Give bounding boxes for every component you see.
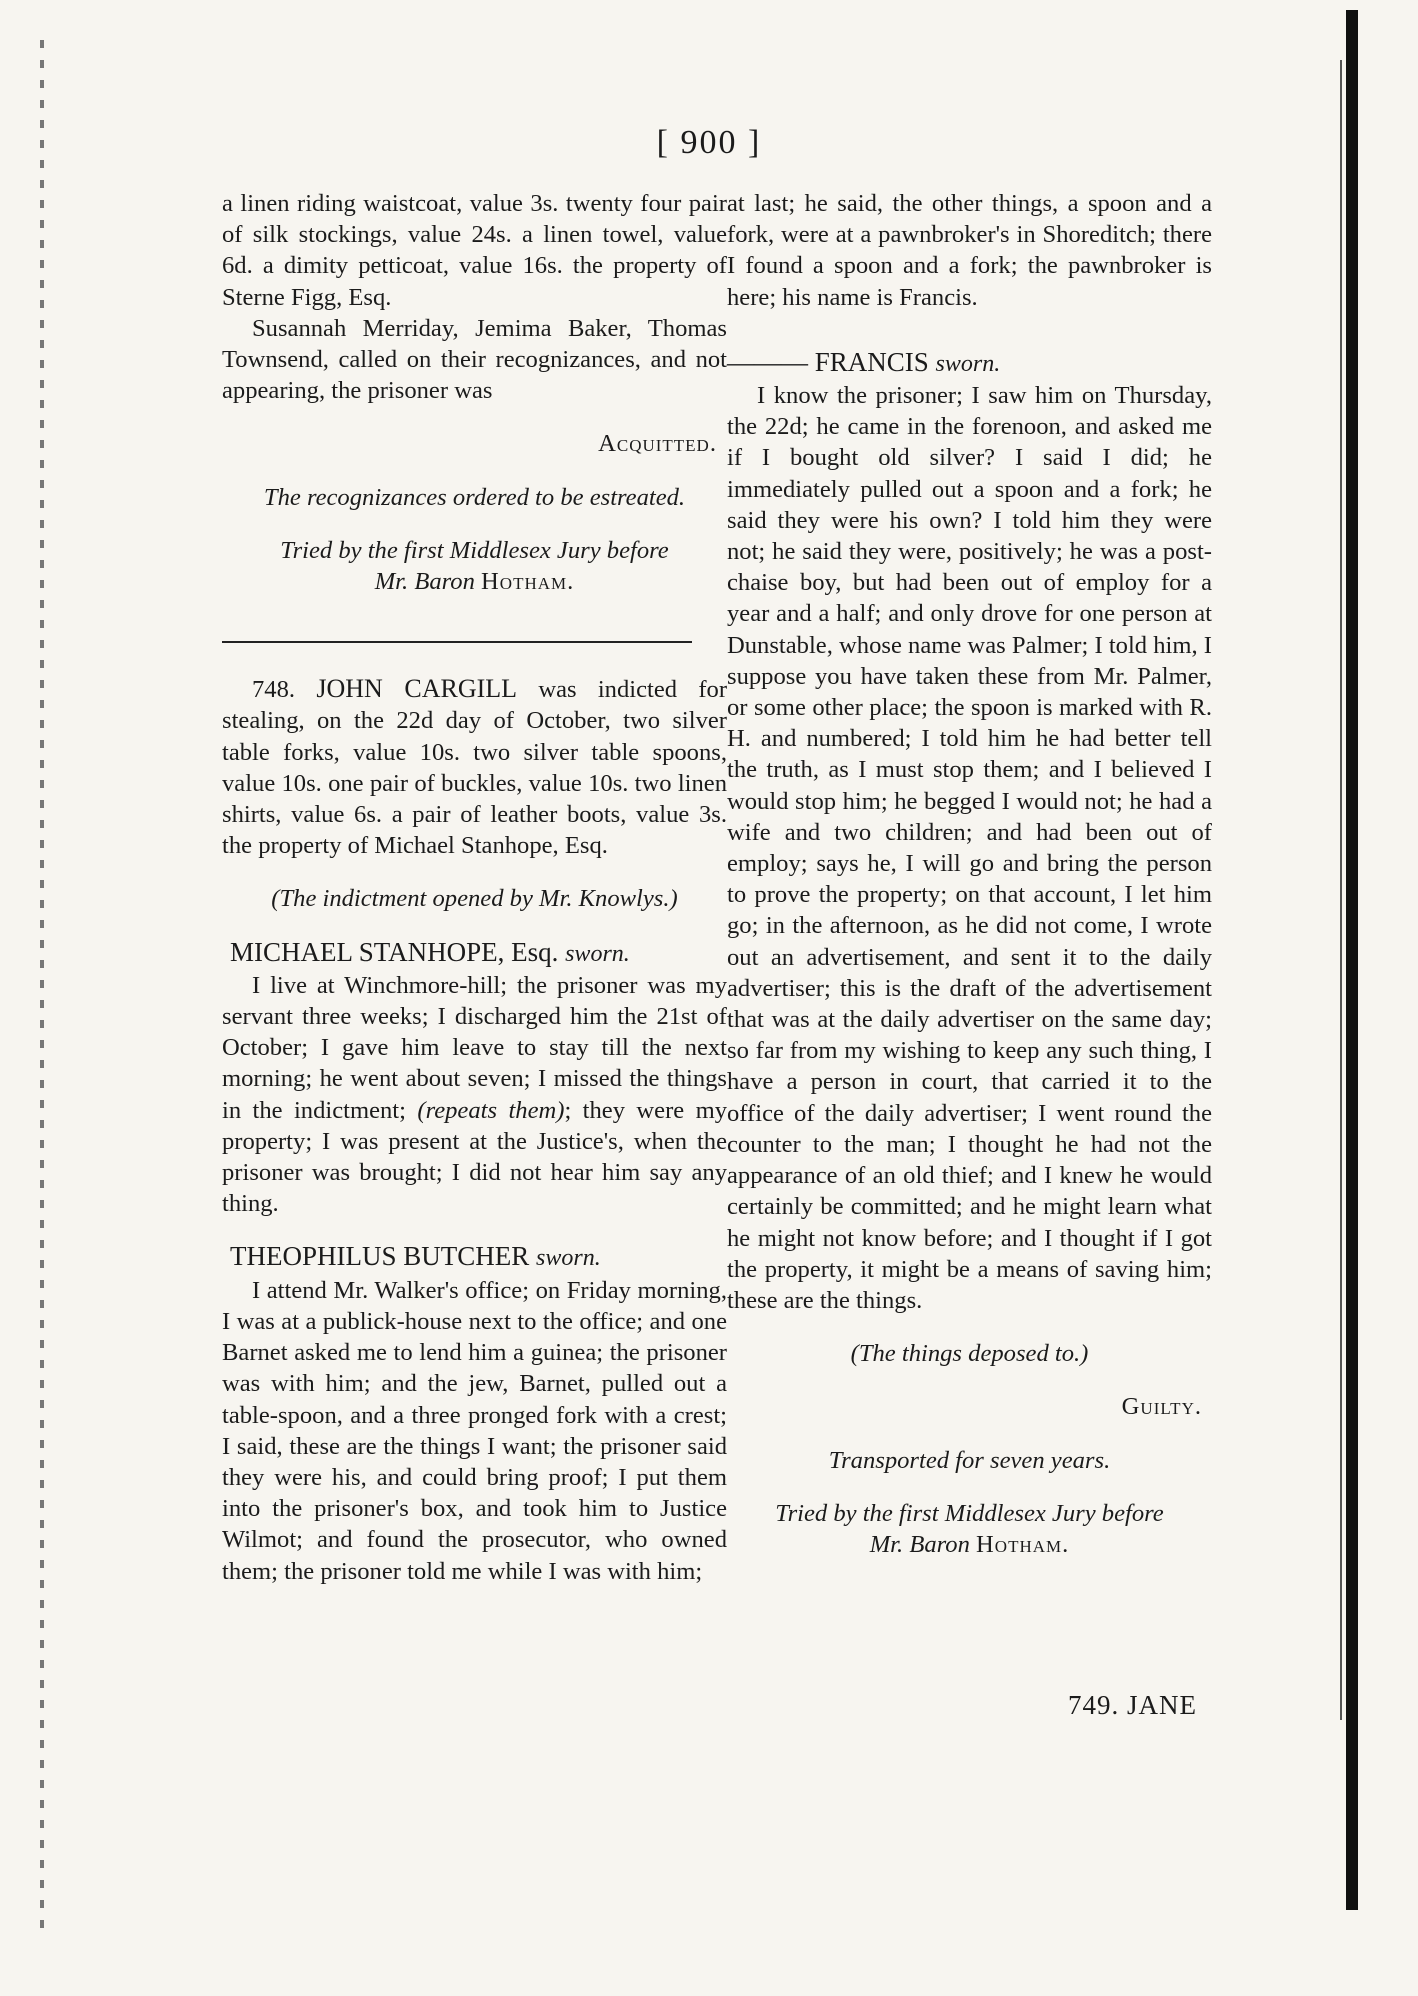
- case-number: 748.: [252, 676, 296, 704]
- testimony-butcher-continued: at last; he said, the other things, a spoon and a fork, were at a pawnbroker's in Shoreditch; there I found a spoon and a fork; the pawnbroker is here; his name is Francis.: [727, 190, 1212, 311]
- left-column: [222, 188, 727, 1587]
- right-edge-line: [1340, 60, 1342, 1720]
- tried-line-1: Tried by the first Middlesex Jury before: [280, 536, 669, 564]
- witness-name: ——— FRANCIS: [727, 346, 929, 377]
- witness-heading-stanhope: [222, 937, 727, 970]
- section-divider: [222, 641, 692, 643]
- sworn-label: sworn.: [536, 1245, 601, 1272]
- case-748: [222, 673, 727, 861]
- sworn-label: sworn.: [935, 350, 1001, 377]
- testimony-stanhope: [222, 970, 727, 1220]
- catchword: 749. JANE: [1068, 1690, 1197, 1720]
- judge-title: Mr. Baron: [869, 1530, 977, 1558]
- tried-judge-2: [727, 1529, 1212, 1560]
- paragraph-continued: a linen riding waistcoat, value 3s. twenty four pair of silk stockings, value 24s. a linen towel, value 6d. a dimity petticoat, value 16s. the property of Sterne Figg, Esq.: [222, 190, 727, 311]
- testimony-francis: I know the prisoner; I saw him on Thursday, the 22d; he came in the forenoon, and asked me if I bought old silver? I said I did; he immediately pulled out a spoon and a fork; he said they were his own? I told him they were not; he said they were, positively; he was a post-chaise boy, but had been out of employ for a year and a half; and only drove for one person at Dunstable, whose name was Palmer; I told him, I suppose you have taken these from Mr. Palmer, or some other place; the spoon is marked with R. H. and numbered; I told him he had better tell the truth, as I must stop them; and I believed I would stop him; he begged I would not; he had a wife and two children; and had been out of employ; says he, I will go and bring the person to prove the property; on that account, I let him go; in the afternoon, as he did not come, I wrote out an advertisement, and sent it to the daily advertiser; this is the draft of the advertisement that was at the daily advertiser on the same day; so far from my wishing to keep any such thing, I have a person in court, that carried it to the office of the daily advertiser; I went round the counter to the man; I thought he had not the appearance of an old thief; and I knew he would certainly be committed; and he might learn what he might not know before; and I thought if I got the property, it might be a means of saving him; these are the things.: [727, 382, 1212, 1314]
- testimony-butcher: I attend Mr. Walker's office; on Friday morning, I was at a publick-house next to the office; and one Barnet asked me to lend him a guinea; the prisoner was with him; and the jew, Barnet, pulled out a table-spoon, and a three pronged fork with a crest; I said, these are the things I want; the prisoner said they were his, and could bring proof; I put them into the prisoner's box, and took him to Justice Wilmot; and found the prosecutor, who owned them; the prisoner told me while I was with him;: [222, 1276, 727, 1585]
- witness-name: THEOPHILUS BUTCHER: [230, 1241, 530, 1272]
- right-edge-bar: [1346, 10, 1358, 1910]
- left-edge-marks: [40, 40, 44, 1940]
- page-number: [ 900 ]: [656, 124, 762, 161]
- repeats-note: (repeats them): [417, 1096, 565, 1124]
- case-text: was indicted for stealing, on the 22d day of October, two silver table forks, value 10s. two silver table spoons, value 10s. one pair of buckles, value 10s. two linen shirts, value 6s. a pair of leather boots, value 3s. the property of Michael Stanhope, Esq.: [222, 676, 728, 860]
- sworn-label: sworn.: [565, 940, 630, 967]
- defendant-name: JOHN CARGILL: [316, 674, 518, 704]
- indictment-opened: (The indictment opened by Mr. Knowlys.): [271, 885, 678, 913]
- sentence: Transported for seven years.: [828, 1446, 1111, 1474]
- judge-name: Hotham.: [481, 568, 575, 596]
- judge-name: Hotham.: [976, 1530, 1070, 1558]
- right-column: [727, 188, 1212, 1560]
- verdict-guilty: Guilty.: [1121, 1393, 1202, 1421]
- witness-heading-francis: [727, 347, 1212, 380]
- things-deposed: (The things deposed to.): [850, 1340, 1089, 1368]
- witness-name: MICHAEL STANHOPE, Esq.: [230, 936, 559, 967]
- verdict-acquitted: Acquitted.: [598, 430, 717, 458]
- witness-heading-butcher: [222, 1241, 727, 1274]
- tried-line-2: Tried by the first Middlesex Jury before: [775, 1499, 1164, 1527]
- estreat-note: The recognizances ordered to be estreated.: [263, 483, 686, 511]
- testimony-text: I live at Winchmore-hill; the prisoner was my servant three weeks; I discharged him the 21st of October; I gave him leave to stay till the next morning; he went about seven; I missed the things in the indictment;: [222, 971, 727, 1124]
- paragraph-recognizances: Susannah Merriday, Jemima Baker, Thomas Townsend, called on their recognizances, and not appearing, the prisoner was: [222, 314, 727, 405]
- testimony-text-cont: ; they were my property; I was present at the Justice's, when the prisoner was brought; I did not hear him say any thing.: [222, 1096, 728, 1218]
- tried-judge-1: [222, 566, 727, 597]
- judge-title: Mr. Baron: [374, 568, 482, 596]
